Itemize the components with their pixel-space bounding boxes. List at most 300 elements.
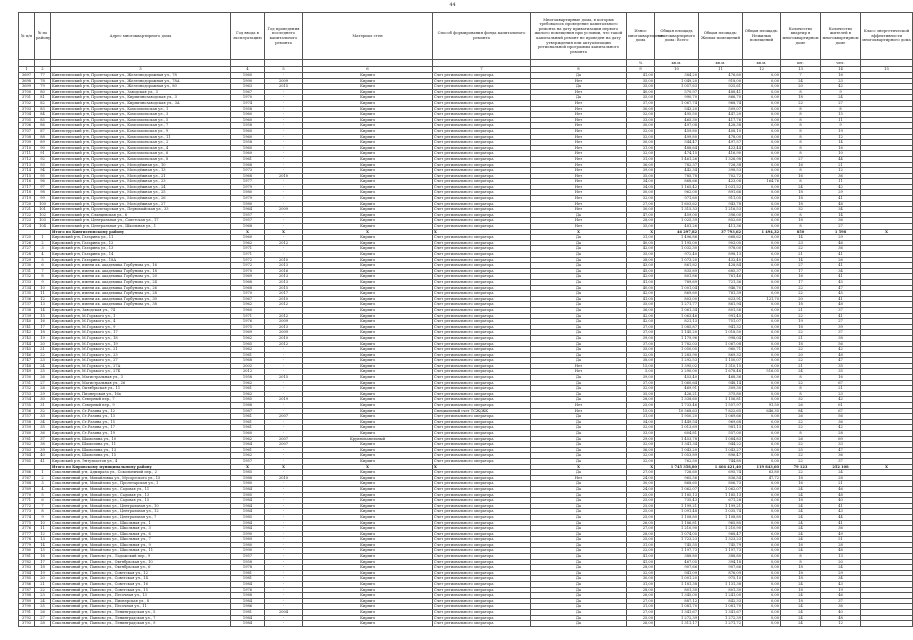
table-cell: 43 — [821, 509, 861, 515]
table-cell: 3721 — [19, 207, 35, 213]
table-cell: 26,00 — [627, 520, 655, 526]
table-cell: 1980 — [231, 481, 265, 487]
column-header: Год проведения последнего капитального ремонта — [265, 13, 303, 60]
table-cell: 1968 — [231, 279, 265, 285]
column-header: Износ многоквартирного дома — [627, 13, 655, 60]
table-cell: 0,00 — [743, 134, 781, 140]
table-cell: Кирпич — [303, 621, 433, 627]
table-cell: 3778 — [19, 537, 35, 543]
table-cell: 37,00 — [627, 330, 655, 336]
table-cell: 1 733,46 — [655, 403, 699, 409]
table-cell: 604,81 — [655, 431, 699, 437]
table-cell: 103 — [35, 218, 51, 224]
table-cell: 0,00 — [743, 274, 781, 280]
table-cell: 861,82 — [655, 263, 699, 269]
table-cell: Счет регионального оператора — [433, 447, 531, 453]
table-cell: 861,94 — [699, 302, 743, 308]
table-cell: Кирпич — [303, 442, 433, 448]
table-cell: Да — [531, 498, 627, 504]
table-cell: Да — [531, 542, 627, 548]
table-cell: - — [265, 548, 303, 554]
table-cell: 0,00 — [743, 587, 781, 593]
table-cell: Кирпич — [303, 302, 433, 308]
table-cell: Сокольничный р-н, Михайлово ул., Центральная ул., 10 — [51, 503, 231, 509]
table-cell: 478,00 — [699, 134, 743, 140]
table-cell: 3750 — [19, 375, 35, 381]
table-cell: 695,74 — [699, 470, 743, 476]
table-cell: Кирпич — [303, 123, 433, 129]
table-cell: 0,00 — [743, 419, 781, 425]
table-cell: 0,00 — [743, 279, 781, 285]
table-cell: Счет регионального оператора — [433, 347, 531, 353]
table-cell: 2013 — [265, 274, 303, 280]
table-cell: 13 — [35, 302, 51, 308]
table-cell: 35,00 — [627, 224, 655, 230]
table-row — [19, 168, 913, 174]
table-cell: Нет — [531, 112, 627, 118]
table-cell: 2012 — [265, 240, 303, 246]
table-cell: Кирпич — [303, 263, 433, 269]
table-cell: 509,07 — [699, 106, 743, 112]
table-cell: 0,00 — [743, 503, 781, 509]
table-cell: 11 — [35, 291, 51, 297]
table-cell: Кирпич — [303, 537, 433, 543]
table-cell: Кингисеппский р-н, Центральная ул., Школьная ул., 1 — [51, 224, 231, 230]
table-cell: Счет регионального оператора — [433, 431, 531, 437]
table-cell: 69 — [821, 436, 861, 442]
table-cell: 19 — [781, 319, 821, 325]
table-cell: Кирпич — [303, 363, 433, 369]
table-cell: 432,40 — [699, 257, 743, 263]
table-cell: 1958 — [231, 123, 265, 129]
table-cell: 2 — [35, 240, 51, 246]
table-cell: 32,00 — [627, 442, 655, 448]
column-number: 2 — [35, 67, 51, 73]
table-cell: Кировский р-н, имени ак. академика Горбунова ул., 18 — [51, 268, 231, 274]
table-cell: 1 678,46 — [699, 369, 743, 375]
table-cell: Кирпич — [303, 196, 433, 202]
table-cell: 40 — [821, 610, 861, 616]
table-cell: 1 145,20 — [655, 330, 699, 336]
table-cell: 702,72 — [699, 173, 743, 179]
table-cell: Кировский р-н, имени ак. академика Горбунова ул., 38 — [51, 302, 231, 308]
column-header: Общая площадь многоквартирного дома: Всего — [655, 13, 699, 60]
table-cell: 34 — [821, 268, 861, 274]
table-cell: Да — [531, 419, 627, 425]
table-cell: 1957 — [231, 554, 265, 560]
table-cell: Да — [531, 520, 627, 526]
table-cell: Да — [531, 570, 627, 576]
table-cell: 18 — [781, 190, 821, 196]
table-cell: - — [265, 89, 303, 95]
table-cell: 25,00 — [627, 503, 655, 509]
table-cell: - — [265, 391, 303, 397]
table-cell: 998,04 — [699, 335, 743, 341]
table-cell: Да — [531, 375, 627, 381]
table-cell: 10 — [821, 151, 861, 157]
table-cell: Да — [531, 458, 627, 464]
table-row — [19, 559, 913, 565]
table-cell: 1984 — [231, 503, 265, 509]
table-cell: Кирпич — [303, 598, 433, 604]
table-cell: Кировский р-н, М.Горького ул., 19 — [51, 341, 231, 347]
table-cell: Нет — [531, 408, 627, 414]
table-cell: 782,37 — [655, 162, 699, 168]
table-cell: Итого по Кингисеппскому району — [51, 229, 231, 235]
table-cell: 1967 — [231, 296, 265, 302]
table-cell: Счет регионального оператора — [433, 112, 531, 118]
table-cell: 3782 — [19, 559, 35, 565]
table-cell: 0,00 — [743, 375, 781, 381]
table-cell: 9 — [821, 123, 861, 129]
table-cell: 467,05 — [655, 559, 699, 565]
table-cell: 0,00 — [743, 84, 781, 90]
table-cell: Нет — [531, 475, 627, 481]
table-cell: Кингисеппский р-н, Пролетарская ул., Железнодорожная ул., 78А — [51, 78, 231, 84]
table-cell: 623,91 — [699, 296, 743, 302]
table-cell: 8 — [781, 179, 821, 185]
table-cell: X — [861, 464, 913, 470]
table-cell: 97 — [35, 184, 51, 190]
table-cell: Кировский р-н, Пионерская ул., 16а — [51, 391, 231, 397]
table-cell: 43,00 — [627, 263, 655, 269]
table-cell: Да — [531, 486, 627, 492]
table-cell: - — [265, 134, 303, 140]
table-cell: 0,00 — [743, 291, 781, 297]
housing-register-table — [18, 12, 913, 627]
table-cell: 40,00 — [627, 89, 655, 95]
column-header: Общая площадь: Нежилых помещений — [743, 13, 781, 60]
table-cell: Да — [531, 347, 627, 353]
table-cell: Кингисеппский р-н, Пролетарская ул., Комсомольская ул., 5 — [51, 117, 231, 123]
table-cell: 968,74 — [699, 100, 743, 106]
table-cell: 789,69 — [655, 279, 699, 285]
table-cell: Кирпич — [303, 509, 433, 515]
table-cell: 42 — [821, 425, 861, 431]
table-cell: Сокольничный р-н, Павлово ул., Ленинградская ул., 5 — [51, 610, 231, 616]
table-cell: 42,00 — [627, 291, 655, 297]
table-cell: 2012 — [265, 313, 303, 319]
table-cell: 1961 — [231, 425, 265, 431]
table-cell: Кирпич — [303, 257, 433, 263]
table-cell: 3779 — [19, 542, 35, 548]
table-cell: 32,00 — [627, 352, 655, 358]
table-cell: 1984 — [231, 598, 265, 604]
column-number: 4 — [231, 67, 265, 73]
table-cell: 37,00 — [627, 324, 655, 330]
table-cell: Кирпич — [303, 514, 433, 520]
table-cell: 1 557,97 — [699, 403, 743, 409]
table-cell: 3755 — [19, 403, 35, 409]
table-cell: 32 — [35, 408, 51, 414]
table-cell: 21 — [821, 386, 861, 392]
table-cell: Счет регионального оператора — [433, 481, 531, 487]
table-cell: 80 — [35, 89, 51, 95]
table-cell: Кирпич — [303, 291, 433, 297]
table-cell: 1981 — [231, 576, 265, 582]
table-cell: 1 067,74 — [655, 100, 699, 106]
table-cell: 1976 — [231, 587, 265, 593]
table-cell: 0,00 — [743, 246, 781, 252]
table-cell: 22 — [35, 352, 51, 358]
table-cell: 0,00 — [743, 391, 781, 397]
table-cell: 1984 — [231, 526, 265, 532]
table-cell: - — [265, 554, 303, 560]
table-cell: 0,00 — [743, 526, 781, 532]
table-cell: 0,00 — [743, 162, 781, 168]
table-cell: 965,56 — [655, 475, 699, 481]
table-cell: 1 782,03 — [655, 341, 699, 347]
table-cell: 83 — [35, 106, 51, 112]
table-cell: 24 — [781, 537, 821, 543]
table-cell: 1 496,86 — [655, 235, 699, 241]
table-cell: 3722 — [19, 212, 35, 218]
table-cell: Нет — [531, 196, 627, 202]
table-cell: Счет регионального оператора — [433, 375, 531, 381]
table-row — [19, 291, 913, 297]
table-cell: Кировский р-н, Шамолина ул., 10 — [51, 436, 231, 442]
table-cell: 102 — [35, 212, 51, 218]
table-cell: Кингисеппский р-н, Пролетарская ул., Молодёжная ул., 10 — [51, 162, 231, 168]
table-cell: Кирпич — [303, 380, 433, 386]
table-cell: 3733 — [19, 279, 35, 285]
table-cell: 0,00 — [743, 263, 781, 269]
table-cell: 10 568,63 — [655, 408, 699, 414]
table-row — [19, 263, 913, 269]
table-cell: 82 — [35, 100, 51, 106]
table-cell: 35,00 — [627, 347, 655, 353]
table-cell: 18 — [781, 218, 821, 224]
table-cell: 26 — [35, 610, 51, 616]
table-cell: Да — [531, 514, 627, 520]
table-cell: 0,00 — [743, 431, 781, 437]
table-cell: - — [265, 458, 303, 464]
table-cell: Да — [531, 509, 627, 515]
table-cell: 32,00 — [627, 458, 655, 464]
table-cell: Да — [531, 257, 627, 263]
table-cell: 3736 — [19, 296, 35, 302]
table-cell: 1960 — [231, 145, 265, 151]
table-cell: 28 — [821, 475, 861, 481]
table-cell: Счет регионального оператора — [433, 201, 531, 207]
table-cell: 22 — [781, 442, 821, 448]
table-cell: 1 186,81 — [655, 520, 699, 526]
table-cell: 24 — [781, 78, 821, 84]
table-row — [19, 190, 913, 196]
table-cell: Счет регионального оператора — [433, 403, 531, 409]
table-cell: Счет регионального оператора — [433, 307, 531, 313]
table-cell: 7 — [35, 268, 51, 274]
table-cell: 27,00 — [627, 201, 655, 207]
table-cell: 821,13 — [655, 319, 699, 325]
table-cell: Кирпич — [303, 140, 433, 146]
table-cell: 0,00 — [743, 168, 781, 174]
table-cell: 0,00 — [743, 453, 781, 459]
table-cell: 1990 — [231, 78, 265, 84]
table-cell: 14 — [821, 140, 861, 146]
table-cell: Счет регионального оператора — [433, 341, 531, 347]
table-cell: 1 315,33 — [655, 207, 699, 213]
table-cell: Кингисеппский р-н, Пролетарская ул., Молодёжная ул., 21 — [51, 173, 231, 179]
table-cell: X — [627, 464, 655, 470]
table-cell: 41 — [821, 296, 861, 302]
table-cell: 16 — [821, 375, 861, 381]
table-cell: 836,54 — [699, 475, 743, 481]
header-row — [19, 13, 913, 60]
table-cell: 45,00 — [627, 268, 655, 274]
table-cell: 835,89 — [655, 268, 699, 274]
table-cell: Крупнопанельный — [303, 436, 433, 442]
table-cell: 37 793,62 — [699, 229, 743, 235]
table-cell: 16 — [781, 162, 821, 168]
table-cell: 28 — [821, 431, 861, 437]
table-cell: Да — [531, 397, 627, 403]
table-cell: 40,00 — [627, 240, 655, 246]
table-cell: Счет регионального оператора — [433, 263, 531, 269]
table-cell: 3712 — [19, 156, 35, 162]
table-cell: Да — [531, 593, 627, 599]
table-cell: 2013 — [265, 279, 303, 285]
table-cell: 1980 — [231, 201, 265, 207]
table-cell: Кирпич — [303, 582, 433, 588]
table-cell: 32 — [781, 397, 821, 403]
table-cell: 24 — [781, 520, 821, 526]
table-cell: 164,76 — [743, 179, 781, 185]
table-cell: 3701 — [19, 95, 35, 101]
table-cell: 22 — [35, 587, 51, 593]
table-cell: 19 — [35, 570, 51, 576]
table-cell: 24 — [781, 621, 821, 627]
table-cell: 1988 — [231, 403, 265, 409]
table-row — [19, 475, 913, 481]
table-cell: 36 — [35, 431, 51, 437]
table-cell: Нет — [531, 151, 627, 157]
table-cell: Нет — [531, 128, 627, 134]
table-cell: 394,18 — [699, 559, 743, 565]
table-cell: Счет регионального оператора — [433, 397, 531, 403]
table-cell: 0,00 — [743, 201, 781, 207]
table-cell: Счет регионального оператора — [433, 240, 531, 246]
table-cell: 41 — [821, 503, 861, 509]
table-cell: 842,33 — [699, 598, 743, 604]
table-cell: 35 — [821, 369, 861, 375]
table-cell: 3767 — [19, 475, 35, 481]
table-cell: 0,00 — [743, 358, 781, 364]
table-row — [19, 78, 913, 84]
table-row — [19, 140, 913, 146]
table-cell: Кирпич — [303, 89, 433, 95]
table-cell: Да — [531, 431, 627, 437]
column-unit: кв.м. — [655, 60, 699, 67]
column-number: 8 — [531, 67, 627, 73]
table-cell: 1960 — [231, 73, 265, 79]
table-cell: 1 179,96 — [655, 335, 699, 341]
table-cell: 3790 — [19, 604, 35, 610]
table-cell: 544,47 — [655, 140, 699, 146]
table-cell: 801,30 — [699, 587, 743, 593]
table-cell: 2007 — [265, 442, 303, 448]
table-cell: Кировский р-н, Северный пер., 9 — [51, 403, 231, 409]
table-cell: 465,30 — [655, 117, 699, 123]
table-cell: 33,00 — [627, 117, 655, 123]
table-cell: 12 — [821, 168, 861, 174]
table-cell: 1 108,80 — [655, 514, 699, 520]
table-cell: 18 — [781, 324, 821, 330]
table-cell: 31,00 — [627, 542, 655, 548]
table-cell: 981,13 — [699, 425, 743, 431]
column-unit: кв.м. — [743, 60, 781, 67]
table-row — [19, 615, 913, 621]
page-number: 44 — [449, 2, 456, 8]
table-cell: X — [861, 229, 913, 235]
table-cell: 20 — [821, 559, 861, 565]
table-cell: 1984 — [231, 615, 265, 621]
table-cell: 1 271,72 — [699, 621, 743, 627]
table-cell: Кировский р-н, имени ак. академика Горбунова ул., 28 — [51, 291, 231, 297]
table-cell: 1980 — [231, 542, 265, 548]
table-cell: 0,00 — [743, 509, 781, 515]
table-cell: 896,47 — [699, 453, 743, 459]
table-cell: 18 — [781, 570, 821, 576]
table-cell: 646,35 — [743, 408, 781, 414]
table-cell: 24 — [781, 604, 821, 610]
table-cell: 27 — [35, 380, 51, 386]
table-cell: 18 — [781, 95, 821, 101]
table-cell: 35 — [821, 363, 861, 369]
table-cell: 0,00 — [743, 78, 781, 84]
table-cell: Сокольничный р-н, Павлово ул., Пионерская ул., 8 — [51, 598, 231, 604]
table-cell: 1985 — [231, 397, 265, 403]
table-cell: 21 — [821, 481, 861, 487]
table-cell: 1971 — [231, 252, 265, 258]
table-cell: 34 — [35, 419, 51, 425]
table-cell: Кирпич — [303, 531, 433, 537]
table-cell: X — [231, 464, 265, 470]
table-cell: 1961 — [231, 447, 265, 453]
table-cell: Нет — [531, 224, 627, 230]
table-cell: 40,00 — [627, 285, 655, 291]
table-cell: 1 449,54 — [655, 419, 699, 425]
table-cell: Сокольничный р-н, Павлово ул., Советская ул., 16 — [51, 582, 231, 588]
table-cell: 46 297,82 — [655, 229, 699, 235]
table-cell: 3709 — [19, 140, 35, 146]
table-cell: 0,00 — [743, 582, 781, 588]
table-cell: 3791 — [19, 610, 35, 616]
table-cell: 1968 — [231, 173, 265, 179]
table-cell: 0,00 — [743, 285, 781, 291]
table-cell: 975,10 — [699, 576, 743, 582]
table-cell: Счет регионального оператора — [433, 514, 531, 520]
table-cell: 3734 — [19, 285, 35, 291]
table-cell: 0,00 — [743, 89, 781, 95]
table-cell: Сокольничный р-н, Павлово ул., Октябрьская ул., 6 — [51, 565, 231, 571]
table-cell: 41,00 — [627, 554, 655, 560]
table-cell: 8 — [781, 134, 821, 140]
table-cell: 23 — [35, 593, 51, 599]
table-cell: 30,00 — [627, 190, 655, 196]
table-cell: 3766 — [19, 470, 35, 476]
table-cell: 761,46 — [699, 274, 743, 280]
table-cell: 39,00 — [627, 168, 655, 174]
table-cell: 2012 — [231, 369, 265, 375]
table-cell: 396,00 — [699, 212, 743, 218]
table-cell: 98 — [35, 190, 51, 196]
table-cell: 3764 — [19, 453, 35, 459]
table-cell: 24 — [821, 470, 861, 476]
table-cell: 3770 — [19, 492, 35, 498]
table-cell: 89 — [35, 140, 51, 146]
table-cell: 1962 — [231, 335, 265, 341]
